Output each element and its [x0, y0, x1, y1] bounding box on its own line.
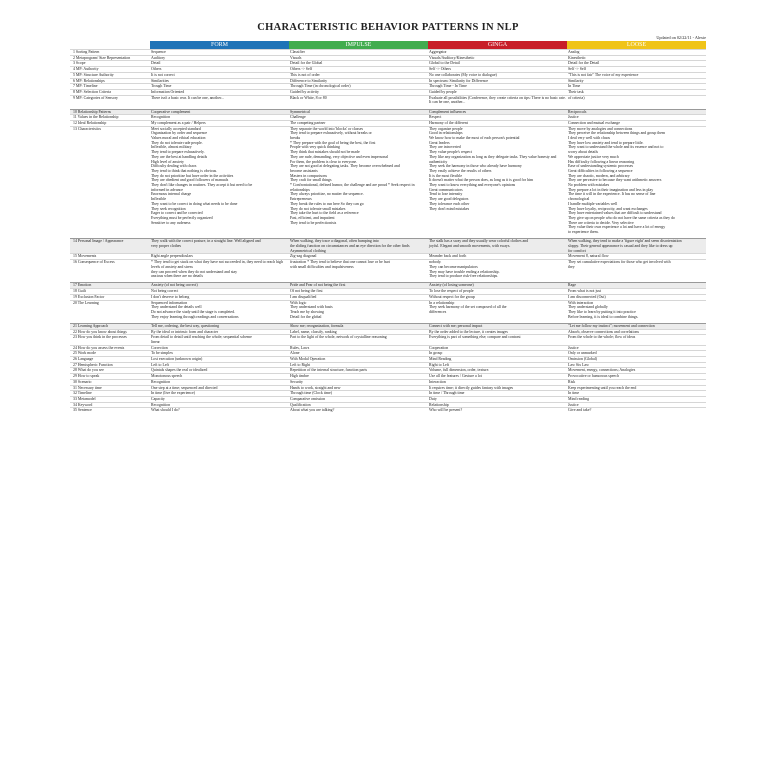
cell-loose: In Time: [567, 84, 706, 90]
row-label: 24 How do you assess the events: [70, 345, 150, 351]
table-row: [70, 260, 706, 279]
cell-ginga: In group: [428, 351, 567, 357]
cell-form: There isn't a basic rear. It can be one, another...: [150, 95, 289, 105]
cell-form: From detail to detail until reaching the whole; sequential scheme linear: [150, 335, 289, 345]
row-label: 21 Learning Approach: [70, 323, 150, 329]
column-header-ginga: GINGA: [428, 41, 567, 49]
table-row: [70, 95, 706, 105]
cell-ginga: nobody. They can become manipulators They may have trouble ending a relationship. They tend to produce risk-free relationships.: [428, 260, 567, 279]
cell-loose: Connection and mutual exchange: [567, 120, 706, 126]
cell-form: Recognition: [150, 379, 289, 385]
document-page: [70, 22, 706, 413]
row-label: 23 How you think in the processes: [70, 335, 150, 345]
cell-impulse: Challenge: [289, 115, 428, 121]
cell-ginga: Evaluate all possibilities (Conference, they create criteria on tips: There is no basic rate. It can be one, another...: [429, 95, 566, 105]
cell-impulse: Through time (Clock time): [289, 391, 428, 397]
cell-form: It is not correct: [150, 72, 289, 78]
cell-impulse: Label, name, classify, ranking: [289, 329, 428, 335]
table-row: [70, 126, 706, 235]
cell-impulse: Visuals: [289, 55, 428, 61]
row-label: 35 Sentence: [70, 408, 150, 413]
document-title: CHARACTERISTIC BEHAVIOR PATTERNS IN NLP: [257, 22, 519, 33]
cell-loose: Movement 8, natural flow: [567, 254, 706, 260]
row-label: 1 Sorting Pattern: [70, 50, 150, 56]
cell-ginga: Everything is part of something else; compare and contrast: [428, 335, 567, 345]
cell-loose: Justice: [567, 402, 706, 408]
cell-form: One step at a time; sequenced and directed: [150, 385, 289, 391]
row-label: 32 Timeline: [70, 391, 150, 397]
cell-ginga: Right to Left: [428, 362, 567, 368]
row-label: 34 Keyword: [70, 402, 150, 408]
row-label: 20 The Learning: [70, 300, 150, 319]
cell-impulse: About what you are talking?: [289, 408, 428, 413]
cell-loose: "Let me follow my instinct"; movement and connection: [567, 323, 706, 329]
cell-ginga: In time / Through time: [428, 391, 567, 397]
cell-form: Not being correct: [150, 289, 289, 295]
cell-loose: Rage: [567, 283, 706, 289]
cell-form: Recognition: [150, 402, 289, 408]
cell-impulse: This is not of order: [289, 72, 428, 78]
cell-ginga: Anxiety (of losing someone): [428, 283, 567, 289]
cell-impulse: Rules, Laws: [289, 345, 428, 351]
table-row: [70, 408, 706, 413]
table-row: [70, 239, 706, 254]
cell-loose: Movement, energy, connections; Analogies: [567, 368, 706, 374]
cell-loose: From what is not just: [567, 289, 706, 295]
cell-ginga: Use all the features / Gesture a lot: [428, 374, 567, 380]
cell-loose: Law Six Law: [567, 362, 706, 368]
cell-impulse: Repetition of the internal structure, function parts: [289, 368, 428, 374]
table-row: [70, 335, 706, 345]
cell-loose: Analog: [567, 50, 706, 56]
cell-loose: Similarity: [567, 78, 706, 84]
row-label: 29 How to speak: [70, 374, 150, 380]
cell-loose: Justice: [567, 345, 706, 351]
row-label: 26 Language: [70, 357, 150, 363]
cell-impulse: With logic They understand with basis Teach me by showing Detail for the global: [289, 300, 428, 319]
table-body: [70, 50, 706, 414]
cell-loose: Detail for the Detail: [567, 61, 706, 67]
row-label: 25 Work mode: [70, 351, 150, 357]
cell-impulse: Hands to work, straight and new: [289, 385, 428, 391]
cell-form: Correction: [150, 345, 289, 351]
column-header-loose: LOOSE: [567, 41, 706, 49]
cell-ginga: Mind Reading: [428, 357, 567, 363]
row-label: 2 Metaprogram/ Size Representation: [70, 55, 150, 61]
cell-loose: In time: [567, 391, 706, 397]
cell-form: They walk with the correct posture, in a straight line. Well aligned and very proper clothes: [150, 239, 289, 254]
cell-ginga: In spectrum: Similarity for Difference: [428, 78, 567, 84]
behavior-pattern-table: [70, 49, 706, 413]
cell-ginga: No one collaborates (My voice to dialogue): [428, 72, 567, 78]
cell-form: Capacity: [150, 397, 289, 403]
cell-form: Quintals shapes the real or idealized: [150, 368, 289, 374]
cell-loose: Absorb, observe connections and correlations: [567, 329, 706, 335]
cell-ginga: Interaction: [428, 379, 567, 385]
cell-loose: When walking, they tend to make a 'figure eight' and seem disorientation sloppy. Their general appearance is casual and they like to dress up for comfort: [567, 239, 706, 254]
cell-impulse: Of not being the first: [289, 289, 428, 295]
cell-ginga: Relationship: [428, 402, 567, 408]
cell-ginga: Harmony of the different: [428, 120, 567, 126]
cell-ginga: Self -> Others: [428, 67, 567, 73]
cell-form: Lost execution (unknown origin): [150, 357, 289, 363]
cell-ginga: Visuals/Auditory/Kinesthetic: [428, 55, 567, 61]
cell-loose: Only or unmarked: [567, 351, 706, 357]
header-spacer: [70, 41, 150, 49]
cell-form: What should I do?: [150, 408, 289, 413]
row-label: 7 MP: Timeline: [70, 84, 150, 90]
cell-form: My complement as a pair / Helpers: [150, 120, 289, 126]
cell-ginga: Aggregator: [428, 50, 567, 56]
cell-loose: They move by analogies and connections They perceive the relationship between things and group them I deal very well with chaos They have low anxiety and tend to prepare little. They want to understand the whole and its essence and not to worry about details We appreciate justice very much Has difficulty following a linear reasoning Ease of understanding systemic processes Great difficulties in following a sequence They are chaotic, modern, and arbitrary They are pervasive to because they want arithmetic answers No problem with mistakes They prepare a lot in their imagination and less in play The time it will in the experience. It has no sense of line chronological I handle multiple variables well They have loyalty, reciprocity, and want exchanges They have entertained values that are difficult to understand They give up on people who do not have the same criteria as they do There are criteria to decide. Very selective They value their own experience a lot and have a lot of energy to experience them.: [567, 126, 706, 235]
cell-ginga: By the order added to the lecture, it creates images: [428, 329, 567, 335]
cell-form: To be simplex: [150, 351, 289, 357]
row-label: 28 What do you see: [70, 368, 150, 374]
cell-form: Trough Time: [150, 84, 289, 90]
cell-impulse: Show me; reorganization, formula: [289, 323, 428, 329]
row-label: 11 Values in the Relationship: [70, 115, 150, 121]
cell-form: Cooperative complement: [150, 109, 289, 115]
row-label: 19 Exclusion Factor: [70, 294, 150, 300]
row-label: 5 MP: Structure Authority: [70, 72, 150, 78]
cell-impulse: I am disqualified: [289, 294, 428, 300]
cell-loose: They set cumulative expectations for those who get involved with they: [567, 260, 706, 279]
cell-ginga: Meander back and forth: [428, 254, 567, 260]
cell-ginga: Volume, full dimension, order, texture.: [428, 368, 567, 374]
row-label: 12 Ideal Relationship: [70, 120, 150, 126]
cell-ginga: To lose the respect of people: [428, 289, 567, 295]
cell-ginga: Complement influences: [428, 109, 567, 115]
row-label: 30 Scenario: [70, 379, 150, 385]
cell-form: Detail: [150, 61, 289, 67]
cell-ginga: They organize people Good in relationships We know how to make the most of each person's potential Great leaders They are introverted They value people's respect They like any organization as long as they delegate tasks. They value honesty and authenticity They seek the harmony in those who already have harmony They easily achieve the results of others It is the most flexible It doesn't matter what the person does, as long as it is good for him They want to know everything and everyone's opinions Great communicators Tend to lose intensity They are good delegators They tolerance each other They don't mind mistakes: [428, 126, 567, 235]
cell-impulse: They separate the world into 'blocks' or classes They tend to prepare exhaustively, without breaks or breaks * They prepare with the goal of being the best, the first People with very quick thinking They think that mistakes should not be made They are rude, demanding, very objective and even impersonal For them, the problem is clear to everyone. They are not good at delegating tasks. They become overwhelmed and become assistants Masters in comparisons They craft for small things * Confrontational, defined humor, the challenge and are proud * Seek respect in relationships They always prioritize, no matter the sequence. Entrepreneurs They break the rules to run here So they can go They do not tolerate small mistakes They take the hurt to the field as a reference Fast, efficient, and impatient They tend to be perfectionists: [289, 126, 428, 235]
cell-impulse: Through Time (in chronological order): [289, 84, 428, 90]
cell-impulse: High timbre: [289, 374, 428, 380]
cell-impulse: Security: [289, 379, 428, 385]
cell-impulse: Part to the light of the whole, network of crystalline reasoning: [289, 335, 428, 345]
cell-impulse: The competing partner: [289, 120, 428, 126]
updated-note: Updated on 02/22/11 - Alexie: [656, 35, 706, 40]
cell-form: Sequenced information They understand the details well Do not advance the study until the stage is completed. They enjoy learning through readings and conversations: [150, 300, 289, 319]
column-header-band: [70, 41, 706, 49]
cell-impulse: Comparative omission: [289, 397, 428, 403]
cell-form: Left to Left: [150, 362, 289, 368]
row-label: 18 Guilt: [70, 289, 150, 295]
cell-impulse: Classifier: [289, 50, 428, 56]
cell-impulse: Left to Right: [289, 362, 428, 368]
cell-form: * They tend to get stuck on what they have not succeeded in, they need to reach high levels of anxiety and stress they can proceed when they do not understand and stay anxious when there are no details: [150, 260, 289, 279]
cell-loose: From the whole to the whole; flow of ideas: [567, 335, 706, 345]
cell-loose: Omission (Global): [567, 357, 706, 363]
cell-form: Others: [150, 67, 289, 73]
cell-loose: Justice: [567, 115, 706, 121]
row-label: 31 Necessary time: [70, 385, 150, 391]
cell-form: Monotonous speech: [150, 374, 289, 380]
row-label: 22 How do you know about things: [70, 329, 150, 335]
row-label: 33 Metamodel: [70, 397, 150, 403]
row-label: 13 Characteristics: [70, 126, 150, 235]
row-label: 3 Scope: [70, 61, 150, 67]
cell-impulse: Pride and Fear of not being the first: [289, 283, 428, 289]
cell-impulse: When walking, they trace a diagonal, often bumping into the sliding function on circumstances and an eye direction for the other finds Asymmetrical clothing: [289, 239, 428, 254]
cell-impulse: Others -> Self: [289, 67, 428, 73]
cell-loose: Risk: [567, 379, 706, 385]
cell-loose: Keep experimenting until you reach the end: [567, 385, 706, 391]
column-header-impulse: IMPULSE: [289, 41, 428, 49]
row-label: 27 Hemispheric Function: [70, 362, 150, 368]
cell-loose: "This is not fair" The voice of my experience: [567, 72, 706, 78]
cell-impulse: Black or White, 8 or 80: [289, 95, 428, 105]
row-label: 10 Relationship Patterns: [70, 109, 150, 115]
cell-ginga: Connect with me; personal impact: [428, 323, 567, 329]
cell-form: Anxiety (of not being correct): [150, 283, 289, 289]
row-label: 15 Movements: [70, 254, 150, 260]
cell-loose: Their task: [567, 89, 706, 95]
cell-loose: Self -> Self: [567, 67, 706, 73]
cell-loose: Give and take?: [567, 408, 706, 413]
cell-form: Right angle perpendiculars: [150, 254, 289, 260]
cell-form: I don't deserve to belong: [150, 294, 289, 300]
row-label: 6 MP: Relationships: [70, 78, 150, 84]
row-label: 9 MP: Categories of Sensory: [70, 95, 150, 105]
row-label: 8 MP: Selection Criteria: [70, 89, 150, 95]
row-label: 17 Emotion: [70, 283, 150, 289]
cell-impulse: Detail for the Global: [289, 61, 428, 67]
cell-ginga: Without respect for the group: [428, 294, 567, 300]
cell-impulse: Difference to Similarity: [289, 78, 428, 84]
cell-ginga: It requires time; it directly guides fantasy with images: [428, 385, 567, 391]
column-header-form: FORM: [150, 41, 289, 49]
cell-ginga: Who will be present?: [428, 408, 567, 413]
cell-impulse: With Modal Operation: [289, 357, 428, 363]
cell-ginga: Global to the Detail: [428, 61, 567, 67]
cell-loose: With interaction They understand globally They like to learn by putting it into practice Before learning, it is ideal to combine things.: [567, 300, 706, 319]
cell-form: By the ideal or intrinsic form and character: [150, 329, 289, 335]
cell-impulse: frustration * They tend to believe that one cannot lose or be hurt with small difficulties and impulsiveness: [289, 260, 428, 279]
cell-form: Tell me, ordering, the best way, questioning: [150, 323, 289, 329]
table-row: [70, 300, 706, 319]
cell-ginga: In a relationship They seek harmony of the set composed of all the differences: [428, 300, 567, 319]
cell-impulse: Symmetrical: [289, 109, 428, 115]
cell-form: Meet socially accepted standard Organization by order and sequence Values moral and ethical education They do not tolerate rude people. Inflexible, almost military They tend to prepare exhaustively. They are the best at handling details High level of anxiety Difficulty dealing with chaos They tend to think that nothing is obvious. They do not prioritize but have order in the activities They are obedient and good followers of manuals They don't like changes in routines. They accept it but need to be informed in advance Enormous internal charge Inflexible They want to be correct in doing what needs to be done They seek recognition Eager to correct and be corrected Everything must be perfectly organized Sensitive to any rudeness: [150, 126, 289, 235]
cell-form: Sequence: [150, 50, 289, 56]
row-label: 4 MP: Authority: [70, 67, 150, 73]
cell-ginga: Duty: [428, 397, 567, 403]
cell-ginga: Cooperation: [428, 345, 567, 351]
cell-form: Auditory: [150, 55, 289, 61]
row-label: 16 Consequence of Excess: [70, 260, 150, 279]
cell-loose: Kinesthetic: [567, 55, 706, 61]
cell-loose: Mind reading: [567, 397, 706, 403]
cell-loose: I am disconnected (Out): [567, 294, 706, 300]
cell-impulse: Zig-zag diagonal: [289, 254, 428, 260]
cell-impulse: Guided by activity: [289, 89, 428, 95]
cell-ginga: Through Time - In Time: [428, 84, 567, 90]
cell-ginga: The stalk has a sway and they usually wear colorful clothes and joyful. Elegant and smooth movements, with sways.: [428, 239, 567, 254]
cell-impulse: Qualification: [289, 402, 428, 408]
cell-form: Recognition: [150, 115, 289, 121]
row-label: 14 Personal Image / Appearance: [70, 239, 150, 254]
cell-form: In time (live the experience): [150, 391, 289, 397]
cell-impulse: Alone: [289, 351, 428, 357]
cell-form: Similarities: [150, 78, 289, 84]
cell-ginga: Guided by people: [428, 89, 567, 95]
cell-form: Information Oriented: [150, 89, 289, 95]
cell-loose: of criteria): [567, 95, 706, 105]
cell-ginga: Respect: [428, 115, 567, 121]
cell-loose: Provocative or humorous speech: [567, 374, 706, 380]
cell-loose: Reciprocals: [567, 109, 706, 115]
